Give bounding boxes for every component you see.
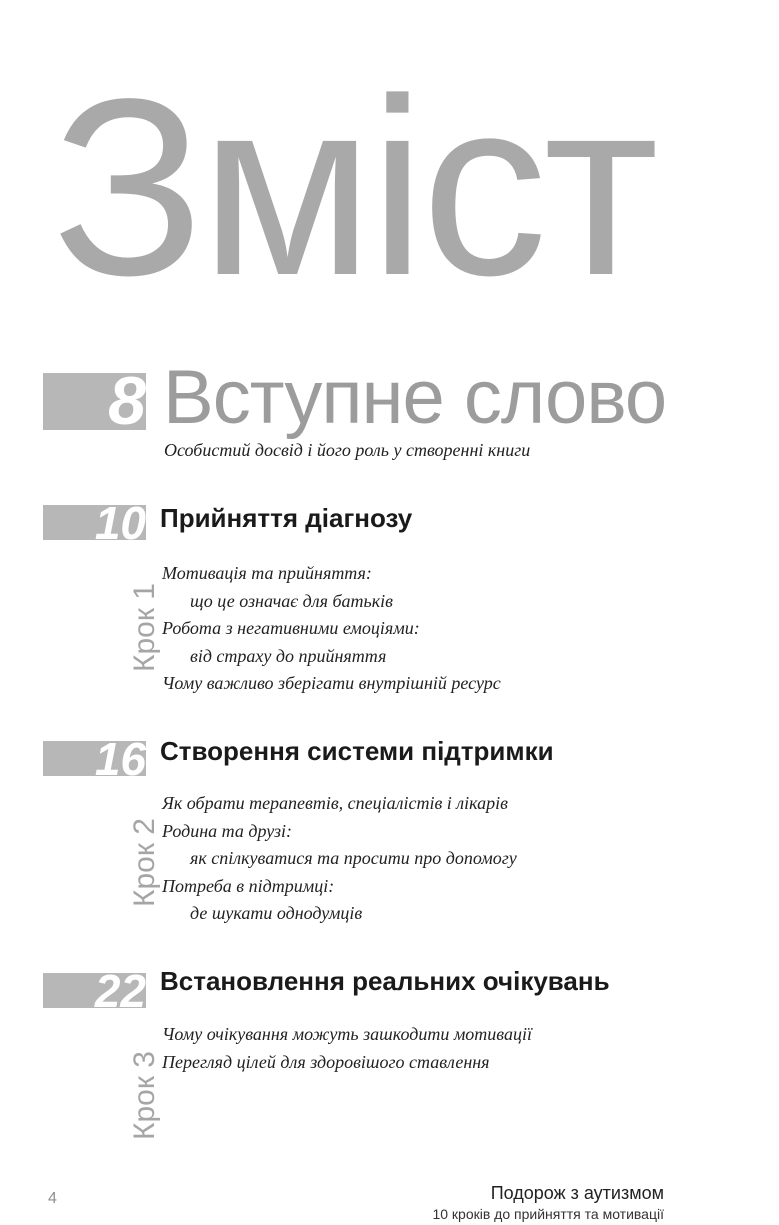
list-item: Потреба в підтримці:: [162, 875, 335, 896]
list-item: Робота з негативними емоціями:: [162, 618, 420, 638]
intro-title: Вступне слово: [163, 355, 667, 440]
step-2-items: [162, 790, 517, 928]
list-item: Чому важливо зберігати внутрішній ресурс: [162, 673, 501, 693]
step-2-number-block: [43, 733, 146, 785]
step-1-title: Прийняття діагнозу: [160, 503, 413, 533]
intro-subtitle: Особистий досвід і його роль у створенні книги: [164, 440, 531, 460]
step-3-title: Встановлення реальних очікувань: [160, 966, 610, 996]
step-3-items: [162, 1021, 532, 1076]
list-item: від страху до прийняття: [190, 645, 387, 666]
step-3-page-number: 22: [94, 965, 146, 1017]
step-1-page-number: 10: [94, 497, 146, 549]
step-3-label: Крок 3: [128, 1051, 161, 1140]
step-1-number-block: [43, 497, 146, 549]
footer-book-title: Подорож з аутизмом: [490, 1183, 664, 1203]
intro-number-block: [43, 363, 146, 439]
list-item: Перегляд цілей для здоровішого ставлення: [162, 1051, 490, 1072]
page-title: Зміст: [52, 47, 655, 328]
list-item: де шукати однодумців: [190, 903, 363, 923]
list-item: Мотивація та прийняття:: [162, 563, 372, 583]
step-1-label: Крок 1: [128, 583, 161, 672]
list-item: Як обрати терапевтів, спеціалістів і лікарів: [162, 793, 508, 813]
list-item: Родина та друзі:: [162, 820, 292, 841]
footer-book-subtitle: 10 кроків до прийняття та мотивації: [432, 1206, 664, 1222]
step-2-title: Створення системи підтримки: [160, 736, 554, 766]
list-item: Чому очікування можуть зашкодити мотивації: [162, 1024, 532, 1044]
step-2-label: Крок 2: [128, 818, 161, 907]
intro-page-number: 8: [108, 363, 146, 439]
page-number: 4: [48, 1190, 57, 1207]
list-item: що це означає для батьків: [190, 590, 393, 611]
step-3-number-block: [43, 965, 146, 1017]
step-2-page-number: 16: [94, 733, 146, 785]
step-1-items: [162, 560, 501, 698]
list-item: як спілкуватися та просити про допомогу: [190, 848, 517, 868]
